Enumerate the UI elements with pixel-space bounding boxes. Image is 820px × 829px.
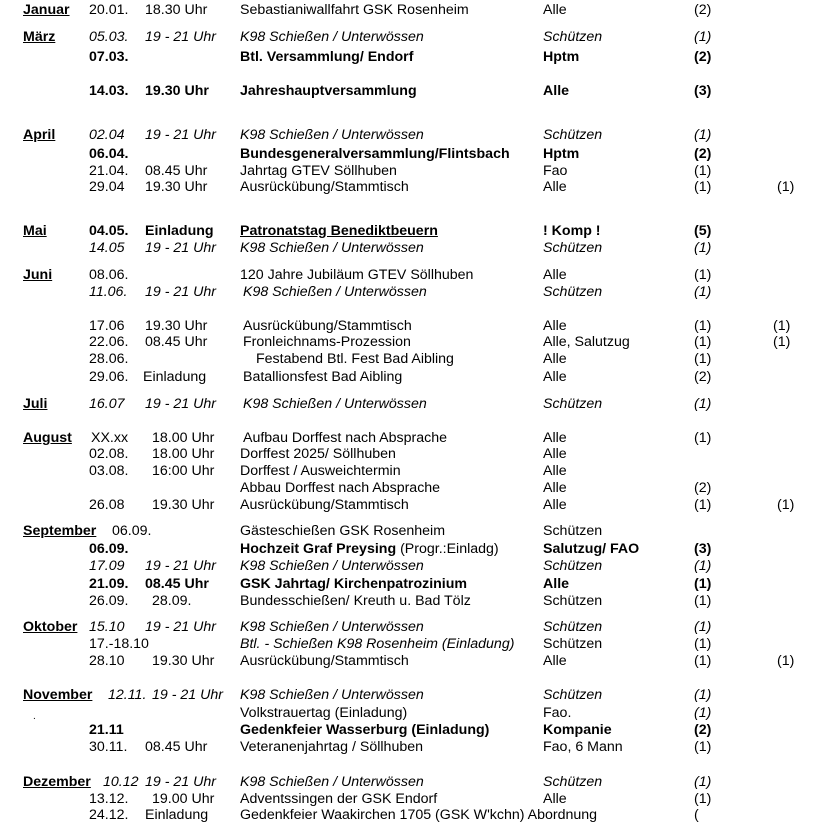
event-time: 19 - 21 Uhr <box>145 240 216 256</box>
event-participants: Alle <box>543 463 567 479</box>
event-extra-count: (1) <box>777 653 795 669</box>
event-date: 17.09 <box>89 558 125 574</box>
event-time: Einladung <box>143 369 207 385</box>
event-title-note: (Progr.:Einladg) <box>400 541 499 557</box>
event-count: (1) <box>694 687 712 703</box>
event-participants: Alle <box>543 430 567 446</box>
event-participants: Alle <box>543 83 570 99</box>
event-time: 16:00 Uhr <box>152 463 215 479</box>
table-row <box>0 558 820 575</box>
event-title: K98 Schießen / Unterwössen <box>240 558 424 574</box>
table-row <box>0 807 820 824</box>
event-time: 19.30 Uhr <box>152 653 215 669</box>
event-title: 120 Jahre Jubiläum GTEV Söllhuben <box>240 267 474 283</box>
event-participants: Alle <box>543 369 567 385</box>
event-time: 08.45 Uhr <box>145 576 209 592</box>
event-title: Gedenkfeier Waakirchen 1705 (GSK W'kchn) Abordnung <box>240 807 598 823</box>
event-participants: Schützen <box>543 523 603 539</box>
event-title: K98 Schießen / Unterwössen <box>243 396 427 412</box>
event-participants: Schützen <box>543 774 603 790</box>
event-count: (1) <box>694 739 712 755</box>
event-time: 19.30 Uhr <box>145 83 209 99</box>
event-count: (1) <box>694 619 712 635</box>
event-date: 02.08. <box>89 446 129 462</box>
table-row <box>0 791 820 808</box>
event-extra-count: (1) <box>777 497 795 513</box>
event-count: (1) <box>694 29 712 45</box>
event-date: 21.04. <box>89 163 129 179</box>
event-participants: Schützen <box>543 29 603 45</box>
event-count: (1) <box>694 240 712 256</box>
event-date: 14.03. <box>89 83 129 99</box>
table-row <box>0 267 820 284</box>
event-count: (1) <box>694 396 712 412</box>
table-row <box>0 480 820 497</box>
event-participants: Alle <box>543 791 567 807</box>
table-row <box>0 2 820 19</box>
event-participants: Schützen <box>543 619 603 635</box>
table-row <box>0 179 820 196</box>
month-label: April <box>23 127 56 143</box>
table-row <box>0 127 820 144</box>
event-time: 19 - 21 Uhr <box>145 396 216 412</box>
event-time: 19 - 21 Uhr <box>145 284 216 300</box>
month-label: September <box>23 523 97 539</box>
month-label: März <box>23 29 56 45</box>
month-label: Mai <box>23 223 47 239</box>
event-date: 21.11 <box>89 722 124 738</box>
event-date: 26.09. <box>89 593 129 609</box>
event-date: 21.09. <box>89 576 129 592</box>
event-count: (1) <box>694 351 712 367</box>
table-row <box>0 146 820 163</box>
event-time: 18.00 Uhr <box>152 446 215 462</box>
event-date: 26.08 <box>89 497 125 513</box>
table-row <box>0 593 820 610</box>
event-title: Gästeschießen GSK Rosenheim <box>240 523 446 539</box>
event-title: Batallionsfest Bad Aibling <box>243 369 403 385</box>
event-count: (1) <box>694 284 712 300</box>
event-title: Festabend Btl. Fest Bad Aibling <box>256 351 454 367</box>
month-label: August <box>23 430 72 446</box>
table-row <box>0 446 820 463</box>
table-row <box>0 576 820 593</box>
table-row <box>0 223 820 240</box>
event-time: 08.45 Uhr <box>145 163 208 179</box>
table-row <box>0 318 820 335</box>
event-date: 04.05. <box>89 223 129 239</box>
event-date: 13.12. <box>89 791 129 807</box>
event-count: (1) <box>694 430 712 446</box>
event-title: K98 Schießen / Unterwössen <box>240 619 424 635</box>
event-date: 07.03. <box>89 49 129 65</box>
event-title: Bundesschießen/ Kreuth u. Bad Tölz <box>240 593 471 609</box>
event-time: 19.00 Uhr <box>152 791 215 807</box>
event-count: (5) <box>694 223 712 239</box>
event-count: (1) <box>694 705 712 721</box>
event-participants: Alle <box>543 480 567 496</box>
table-row <box>0 463 820 480</box>
event-title: Ausrückübung/Stammtisch <box>240 653 409 669</box>
event-title <box>240 541 499 558</box>
table-row <box>0 541 820 558</box>
event-title: K98 Schießen / Unterwössen <box>240 240 424 256</box>
stray-mark: . <box>33 711 36 722</box>
event-count: (2) <box>694 369 712 385</box>
table-row <box>0 705 820 722</box>
event-date: 06.04. <box>89 146 129 162</box>
event-time: Einladung <box>145 807 209 823</box>
event-count: (1) <box>694 576 712 592</box>
event-count: (3) <box>694 83 712 99</box>
event-title: Sebastianiwallfahrt GSK Rosenheim <box>240 2 469 18</box>
event-title: Fronleichnams-Prozession <box>243 334 411 350</box>
event-title: Dorffest 2025/ Söllhuben <box>240 446 396 462</box>
table-row <box>0 653 820 670</box>
event-participants: Alle <box>543 653 567 669</box>
event-count: (1) <box>694 791 712 807</box>
event-title: Dorffest / Ausweichtermin <box>240 463 401 479</box>
event-title: K98 Schießen / Unterwössen <box>240 774 424 790</box>
table-row <box>0 369 820 386</box>
event-count: (1) <box>694 179 712 195</box>
event-date: 16.07 <box>89 396 125 412</box>
event-date: 06.09. <box>89 541 129 557</box>
event-title: Jahrtag GTEV Söllhuben <box>240 163 397 179</box>
event-participants: Schützen <box>543 558 603 574</box>
event-date: 28.06. <box>89 351 129 367</box>
event-title: Bundesgeneralversammlung/Flintsbach <box>240 146 510 162</box>
event-participants: Alle <box>543 576 570 592</box>
event-count: (1) <box>694 334 712 350</box>
event-title: Jahreshauptversammlung <box>240 83 417 99</box>
event-title: GSK Jahrtag/ Kirchenpatrozinium <box>240 576 468 592</box>
event-title-main: Hochzeit Graf Preysing <box>240 541 397 557</box>
month-label: Oktober <box>23 619 78 635</box>
event-participants: Fao <box>543 163 568 179</box>
table-row <box>0 29 820 46</box>
event-date: 15.10 <box>89 619 125 635</box>
event-time: 19 - 21 Uhr <box>145 619 216 635</box>
event-extra-count: (1) <box>773 334 791 350</box>
event-participants: Alle <box>543 179 567 195</box>
event-date: 12.11. <box>108 687 147 703</box>
table-row <box>0 240 820 257</box>
event-participants: Schützen <box>543 687 603 703</box>
month-label: Juli <box>23 396 48 412</box>
event-time: 28.09. <box>152 593 192 609</box>
event-title: K98 Schießen / Unterwössen <box>240 29 424 45</box>
event-participants: Schützen <box>543 396 603 412</box>
event-title: Abbau Dorffest nach Absprache <box>240 480 441 496</box>
event-title: Adventssingen der GSK Endorf <box>240 791 438 807</box>
month-label: Juni <box>23 267 53 283</box>
table-row <box>0 636 820 653</box>
event-date: 10.12 <box>103 774 139 790</box>
event-title: Ausrückübung/Stammtisch <box>240 497 409 513</box>
event-count: (1) <box>694 636 712 652</box>
event-title: Ausrückübung/Stammtisch <box>240 179 409 195</box>
event-participants: Alle, Salutzug <box>543 334 630 350</box>
event-participants: ! Komp ! <box>543 223 601 239</box>
table-row <box>0 430 820 447</box>
event-title: K98 Schießen / Unterwössen <box>243 284 427 300</box>
event-title: Gedenkfeier Wasserburg (Einladung) <box>240 722 490 738</box>
table-row <box>0 739 820 756</box>
event-participants: Salutzug/ FAO <box>543 541 640 557</box>
event-count: ( <box>694 807 699 823</box>
event-title: Veteranenjahrtag / Söllhuben <box>240 739 424 755</box>
event-title: Patronatstag Benediktbeuern <box>240 223 438 239</box>
event-date: 06.09. <box>112 523 152 539</box>
event-date: 05.03. <box>89 29 129 45</box>
table-row <box>0 334 820 351</box>
event-date: 17.06 <box>89 318 125 334</box>
event-count: (1) <box>694 127 712 143</box>
event-time: 19 - 21 Uhr <box>145 29 216 45</box>
event-title: K98 Schießen / Unterwössen <box>240 687 424 703</box>
event-date: 29.04 <box>89 179 125 195</box>
event-date: 08.06. <box>89 267 129 283</box>
event-time: 19 - 21 Uhr <box>145 127 216 143</box>
event-time: 19 - 21 Uhr <box>152 687 223 703</box>
event-participants: Schützen <box>543 240 603 256</box>
event-date: 28.10 <box>89 653 125 669</box>
event-date: 30.11. <box>89 739 128 755</box>
month-label: November <box>23 687 93 703</box>
event-participants: Fao. <box>543 705 572 721</box>
table-row <box>0 49 820 66</box>
event-participants: Alle <box>543 497 567 513</box>
event-title: Volkstrauertag (Einladung) <box>240 705 408 721</box>
event-count: (1) <box>694 653 712 669</box>
event-time: 19 - 21 Uhr <box>145 774 216 790</box>
event-participants: Alle <box>543 318 567 334</box>
event-date: 29.06. <box>89 369 129 385</box>
event-date: 14.05 <box>89 240 125 256</box>
event-count: (2) <box>694 2 712 18</box>
event-time: 08.45 Uhr <box>145 739 208 755</box>
table-row <box>0 687 820 704</box>
event-participants: Alle <box>543 267 567 283</box>
event-participants: Hptm <box>543 146 580 162</box>
event-count: (1) <box>694 497 712 513</box>
event-count: (2) <box>694 722 712 738</box>
event-participants: Fao, 6 Mann <box>543 739 623 755</box>
event-title: Ausrückübung/Stammtisch <box>243 318 412 334</box>
event-participants: Kompanie <box>543 722 612 738</box>
event-count: (2) <box>694 480 712 496</box>
event-participants: Alle <box>543 2 567 18</box>
event-time: 08.45 Uhr <box>145 334 208 350</box>
event-date: 20.01. <box>89 2 129 18</box>
event-count: (1) <box>694 318 712 334</box>
event-date: 24.12. <box>89 807 129 823</box>
event-date: 02.04 <box>89 127 125 143</box>
event-date: XX.xx <box>91 430 129 446</box>
event-participants: Alle <box>543 446 567 462</box>
table-row <box>0 523 820 540</box>
event-time: 19.30 Uhr <box>145 318 208 334</box>
event-extra-count: (1) <box>773 318 791 334</box>
event-title: Aufbau Dorffest nach Absprache <box>243 430 448 446</box>
event-count: (1) <box>694 774 712 790</box>
event-participants: Hptm <box>543 49 580 65</box>
table-row <box>0 163 820 180</box>
table-row <box>0 284 820 301</box>
event-date: 11.06. <box>89 284 128 300</box>
event-time: 18.00 Uhr <box>152 430 215 446</box>
table-row <box>0 722 820 739</box>
table-row <box>0 83 820 100</box>
table-row <box>0 396 820 413</box>
table-row <box>0 619 820 636</box>
month-label: Januar <box>23 2 70 18</box>
event-participants: Alle <box>543 351 567 367</box>
table-row <box>0 497 820 514</box>
event-date: 22.06. <box>89 334 129 350</box>
event-participants: Schützen <box>543 636 603 652</box>
event-time: 19.30 Uhr <box>152 497 215 513</box>
month-label: Dezember <box>23 774 91 790</box>
event-time: Einladung <box>145 223 214 239</box>
event-extra-count: (1) <box>777 179 795 195</box>
event-participants: Schützen <box>543 284 603 300</box>
event-count: (1) <box>694 558 712 574</box>
event-title: K98 Schießen / Unterwössen <box>240 127 424 143</box>
event-count: (3) <box>694 541 712 557</box>
table-row <box>0 351 820 368</box>
event-count: (1) <box>694 267 712 283</box>
event-time: 19 - 21 Uhr <box>145 558 216 574</box>
event-time: 18.30 Uhr <box>145 2 208 18</box>
event-count: (1) <box>694 163 712 179</box>
event-count: (1) <box>694 593 712 609</box>
event-date: 17.-18.10 <box>89 636 149 652</box>
event-time: 19.30 Uhr <box>145 179 208 195</box>
table-row <box>0 774 820 791</box>
event-participants: Schützen <box>543 127 603 143</box>
event-date: 03.08. <box>89 463 129 479</box>
event-participants: Schützen <box>543 593 603 609</box>
event-title: Btl. - Schießen K98 Rosenheim (Einladung) <box>240 636 515 652</box>
event-count: (2) <box>694 49 712 65</box>
event-count: (2) <box>694 146 712 162</box>
event-title: Btl. Versammlung/ Endorf <box>240 49 414 65</box>
